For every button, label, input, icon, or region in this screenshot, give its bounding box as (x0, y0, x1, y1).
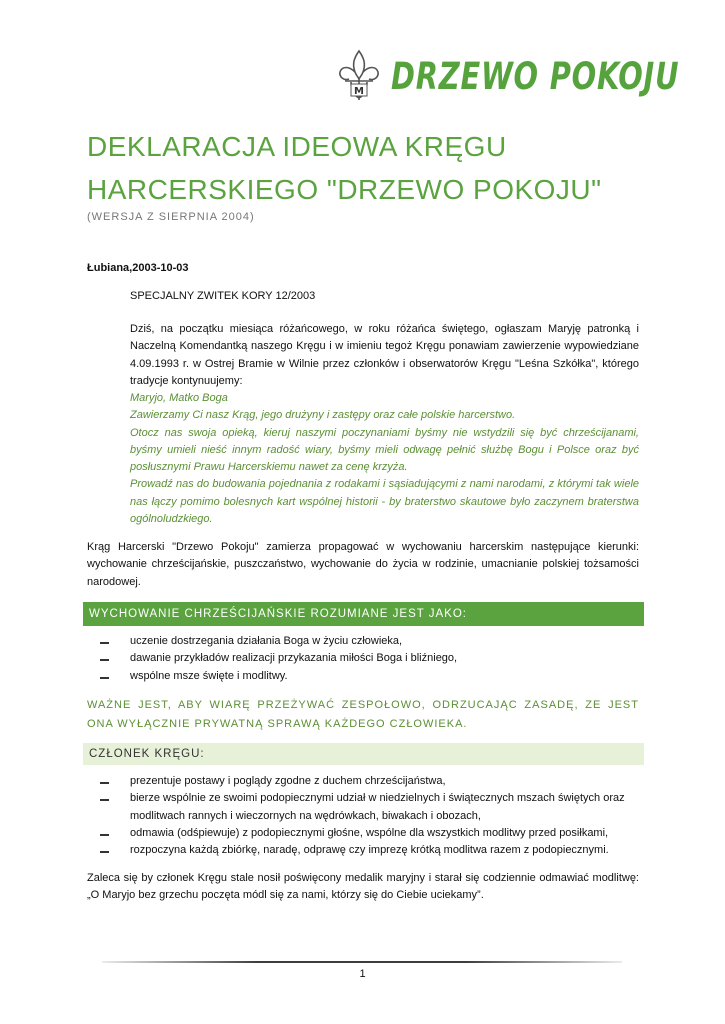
header-logo (337, 48, 725, 104)
dash-bullet-icon (100, 677, 109, 679)
dash-bullet-icon (100, 799, 109, 801)
dateline: Łubiana,2003-10-03 (87, 262, 189, 274)
member-duties-list (100, 773, 640, 859)
section-heading-christian-education: WYCHOWANIE CHRZEŚCIJAŃSKIE ROZUMIANE JEST JAKO: (83, 602, 644, 626)
prayer-line: Otocz nas swoja opieką, kieruj naszymi poczynaniami byśmy nie wstydzili się być chrześcijanami, byśmy umieli nieść innym radość wiary, byśmy mieli odwagę pełnić służbę Bogu i Polsce oraz być posłusznymi Prawu Harcerskiemu nawet za cenę krzyża. (130, 426, 639, 474)
list-item: odmawia (odśpiewuje) z podopiecznymi głośne, wspólne dla wszystkich modlitwy przed posiłkami, (100, 825, 640, 842)
page-number: 1 (359, 968, 366, 980)
logo-text: DRZEWO POKOJU (391, 54, 680, 98)
footer-divider (102, 961, 622, 963)
section-heading-member: CZŁONEK KRĘGU: (83, 743, 644, 765)
dash-bullet-icon (100, 659, 109, 661)
dash-bullet-icon (100, 834, 109, 836)
directions-paragraph: Krąg Harcerski "Drzewo Pokoju" zamierza propagować w wychowaniu harcerskim następujące kierunki: wychowanie chrześcijańskie, puszczaństwo, wychowanie do życia w rodzinie, umacnianie polskiej tożsamości narodowej. (87, 541, 639, 588)
prayer-line: Maryjo, Matko Boga (130, 392, 228, 404)
list-item: dawanie przykładów realizacji przykazania miłości Boga i bliźniego, (100, 650, 640, 667)
svg-text:M: M (354, 86, 364, 97)
special-issue-label: SPECJALNY ZWITEK KORY 12/2003 (130, 290, 316, 302)
list-item: prezentuje postawy i poglądy zgodne z duchem chrześcijaństwa, (100, 773, 640, 790)
dash-bullet-icon (100, 851, 109, 853)
prayer-block (130, 390, 639, 528)
page-subtitle: (WERSJA Z SIERPNIA 2004) (87, 211, 255, 223)
scout-lily-icon (337, 48, 381, 104)
emphasis-note: WAŻNE JEST, ABY WIARĘ PRZEŻYWAĆ ZESPOŁOWO, ODRZUCAJĄC ZASADĘ, ZE JEST ONA WYŁĄCZNIE PRYWATNĄ SPRAWĄ KAŻDEGO CZŁOWIEKA. (87, 699, 639, 730)
page-title: DEKLARACJA IDEOWA KRĘGU HARCERSKIEGO "DRZEWO POKOJU" (87, 131, 602, 205)
list-item: wspólne msze święte i modlitwy. (100, 668, 640, 685)
christian-education-list (100, 633, 640, 685)
dash-bullet-icon (100, 642, 109, 644)
list-item: bierze wspólnie ze swoimi podopiecznymi udział w niedzielnych i świątecznych mszach świętych oraz modlitwach rannych i wieczornych na wędrówkach, biwakach i obozach, (100, 790, 640, 825)
dash-bullet-icon (100, 782, 109, 784)
intro-paragraph: Dziś, na początku miesiąca różańcowego, w roku różańca świętego, ogłaszam Maryję patronką i Naczelną Komendantką naszego Kręgu i w imieniu tegoż Kręgu ponawiam zawierzenie wypowiedziane 4.09.1993 r. w Ostrej Bramie w Wilnie przez członków i obserwatorów Kręgu "Leśna Szkółka", którego tradycje kontynuujemy: (130, 323, 639, 387)
prayer-line: Zawierzamy Ci nasz Krąg, jego drużyny i zastępy oraz całe polskie harcerstwo. (130, 409, 516, 422)
list-item: uczenie dostrzegania działania Boga w życiu człowieka, (100, 633, 640, 650)
prayer-line: Prowadź nas do budowania pojednania z rodakami i sąsiadującymi z nami narodami, z którymi tak wiele nas łączy pomimo bolesnych kart wspólnej historii - by braterstwo skautowe było zaczynem braterstwa ogólnoludzkiego. (130, 478, 639, 526)
closing-paragraph: Zaleca się by członek Kręgu stale nosił poświęcony medalik maryjny i starał się codziennie odmawiać modlitwę: „O Maryjo bez grzechu poczęta módl się za nami, którzy się do Ciebie uciekamy”. (87, 872, 639, 902)
list-item: rozpoczyna każdą zbiórkę, naradę, odprawę czy imprezę krótką modlitwa razem z podopiecznymi. (100, 842, 640, 859)
